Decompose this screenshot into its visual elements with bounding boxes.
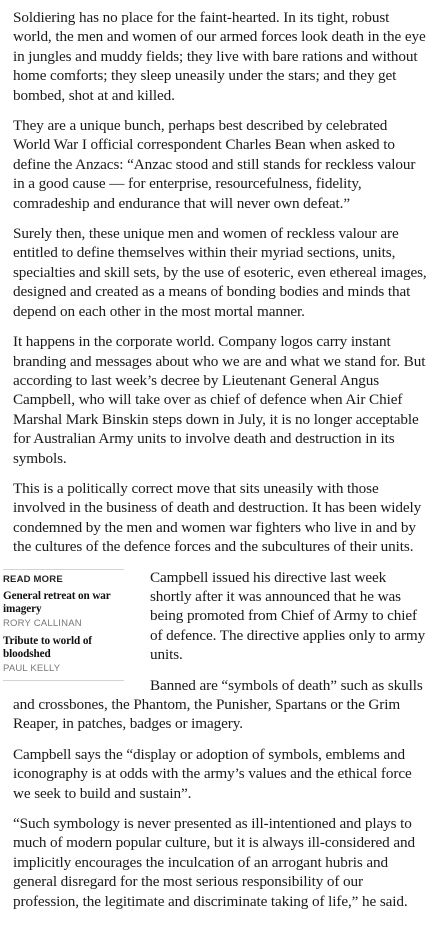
- read-more-box: [3, 569, 124, 681]
- read-more-link[interactable]: General retreat on war imagery: [3, 589, 111, 615]
- read-more-link[interactable]: Tribute to world of bloodshed: [3, 634, 92, 660]
- article-paragraph: This is a politically correct move that sits uneasily with those involved in the business of death and destruction. It has been widely condemned by the men and women war fighters who live in and by the cultures of the defence forces and the subcultures of their units.: [13, 479, 422, 556]
- article-paragraph: Banned are “symbols of death” such as skulls and crossbones, the Phantom, the Punisher, Spartans or the Grim Reaper, in patches, badges or imagery.: [13, 676, 423, 733]
- read-more-author: PAUL KELLY: [3, 662, 61, 674]
- article-paragraph: Campbell issued his directive last week shortly after it was announced that he was being promoted from Chief of Army to chief of defence. The directive applies only to army units.: [150, 568, 426, 664]
- article-paragraph: Campbell says the “display or adoption of symbols, emblems and iconography is at odds with the army’s values and the ethical force we seek to build and sustain”.: [13, 745, 412, 802]
- article-paragraph: “Such symbology is never presented as ill-intentioned and plays to much of modern popular culture, but it is always ill-considered and implicitly encourages the inculcation of an arrogant hubris and general disregard for the most serious responsibility of our profession, the legitimate and discriminate taking of life,” he said.: [13, 815, 415, 910]
- read-more-author: RORY CALLINAN: [3, 617, 82, 629]
- article-paragraph: They are a unique bunch, perhaps best described by celebrated World War I official correspondent Charles Bean when asked to define the Anzacs: “Anzac stood and still stands for reckless valour in a good cause — for enterprise, resourcefulness, fidelity, comradeship and endurance that will never own defeat.”: [13, 117, 416, 212]
- article-paragraph: It happens in the corporate world. Company logos carry instant branding and messages about who we are and what we stand for. But according to last week’s decree by Lieutenant General Angus Campbell, who will take over as chief of defence when Air Chief Marshal Mark Binskin steps down in July, it is no longer acceptable for Australian Army units to involve death and destruction in its symbols.: [13, 333, 426, 467]
- article-paragraph: Soldiering has no place for the faint-hearted. In its tight, robust world, the men and women of our armed forces look death in the eye in jungles and muddy fields; they live with bare rations and without home comforts; they sleep uneasily under the stars; and they get bombed, shot at and killed.: [13, 9, 426, 104]
- read-more-heading: READ MORE: [3, 573, 63, 585]
- article-paragraph: Surely then, these unique men and women of reckless valour are entitled to define themselves within their myriad sections, units, specialties and skill sets, by the use of esoteric, even ethereal images, designed and created as a means of bonding bodies and minds that depend on each other in the most mortal manner.: [13, 225, 427, 320]
